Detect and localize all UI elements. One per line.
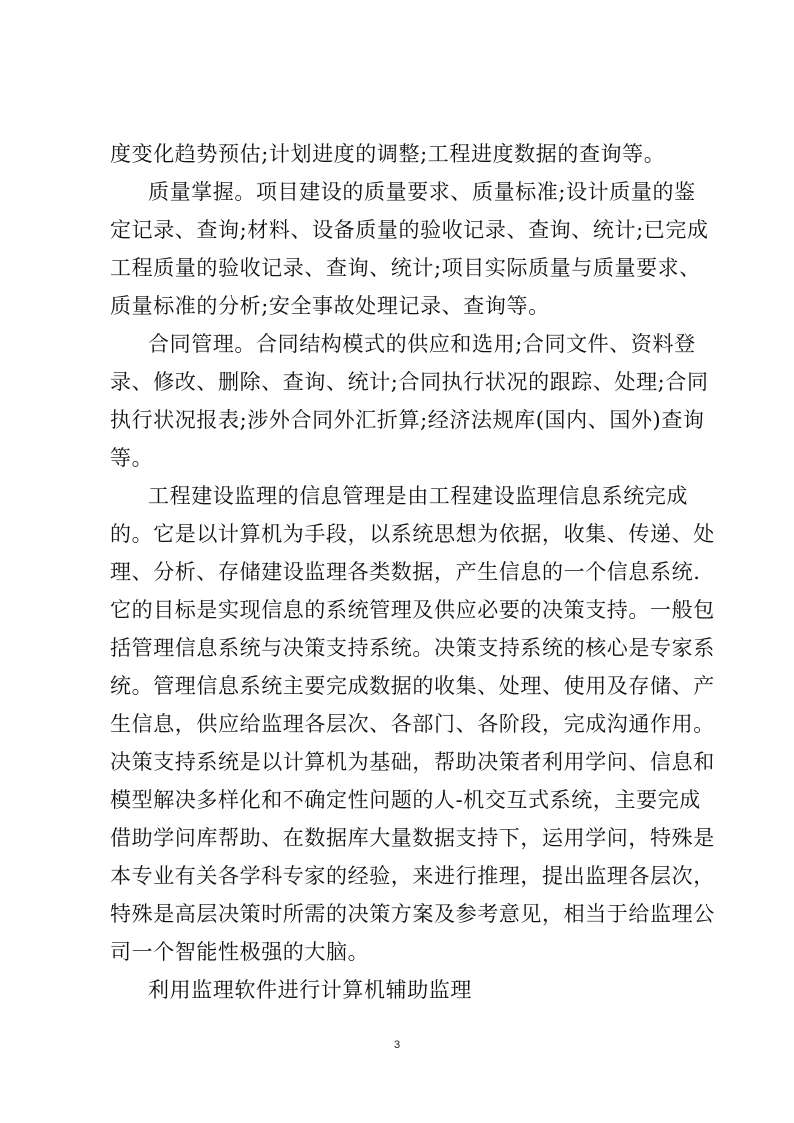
text-line: 利用监理软件进行计算机辅助监理 <box>148 978 472 1002</box>
text-line: 执行状况报表;涉外合同外汇折算;经济法规库(国内、国外)查询 <box>110 408 705 432</box>
text-line: 的。它是以计算机为手段，以系统思想为依据，收集、传递、处 <box>110 522 715 546</box>
text-line: 质量掌握。项目建设的质量要求、质量标准;设计质量的鉴 <box>148 180 696 204</box>
text-line: 生信息，供应给监理各层次、各部门、各阶段，完成沟通作用。 <box>110 712 715 736</box>
paragraph-progress-continuation <box>110 135 706 173</box>
text-line: 本专业有关各学科专家的经验，来进行推理，提出监理各层次， <box>110 864 715 888</box>
page-number: 3 <box>393 1039 401 1051</box>
text-line: 模型解决多样化和不确定性问题的人-机交互式系统，主要完成 <box>110 788 701 812</box>
text-line: 借助学问库帮助、在数据库大量数据支持下，运用学问，特殊是 <box>110 826 715 850</box>
text-line: 理、分析、存储建设监理各类数据，产生信息的一个信息系统. <box>110 560 701 584</box>
text-line: 特殊是高层决策时所需的决策方案及参考意见，相当于给监理公 <box>110 902 715 926</box>
paragraph-contract-management <box>110 325 709 477</box>
paragraph-quality-control <box>110 173 709 325</box>
paragraph-information-management <box>110 477 715 971</box>
text-line: 定记录、查询;材料、设备质量的验收记录、查询、统计;已完成 <box>110 218 709 242</box>
text-line: 司一个智能性极强的大脑。 <box>110 940 370 964</box>
text-line: 度变化趋势预估;计划进度的调整;工程进度数据的查询等。 <box>110 142 666 166</box>
text-line: 工程建设监理的信息管理是由工程建设监理信息系统完成 <box>148 484 688 508</box>
text-line: 等。 <box>110 446 154 470</box>
text-line: 录、修改、删除、查询、统计;合同执行状况的跟踪、处理;合同 <box>110 370 709 394</box>
text-line: 质量标准的分析;安全事故处理记录、查询等。 <box>110 294 550 318</box>
document-body <box>110 135 715 1009</box>
text-line: 统。管理信息系统主要完成数据的收集、处理、使用及存储、产 <box>110 674 715 698</box>
text-line: 它的目标是实现信息的系统管理及供应必要的决策支持。一般包 <box>110 598 715 622</box>
text-line: 决策支持系统是以计算机为基础，帮助决策者利用学问、信息和 <box>110 750 715 774</box>
text-line: 括管理信息系统与决策支持系统。决策支持系统的核心是专家系 <box>110 636 715 660</box>
text-line: 工程质量的验收记录、查询、统计;项目实际质量与质量要求、 <box>110 256 701 280</box>
paragraph-software-heading <box>110 971 706 1009</box>
text-line: 合同管理。合同结构模式的供应和选用;合同文件、资料登 <box>148 332 696 356</box>
